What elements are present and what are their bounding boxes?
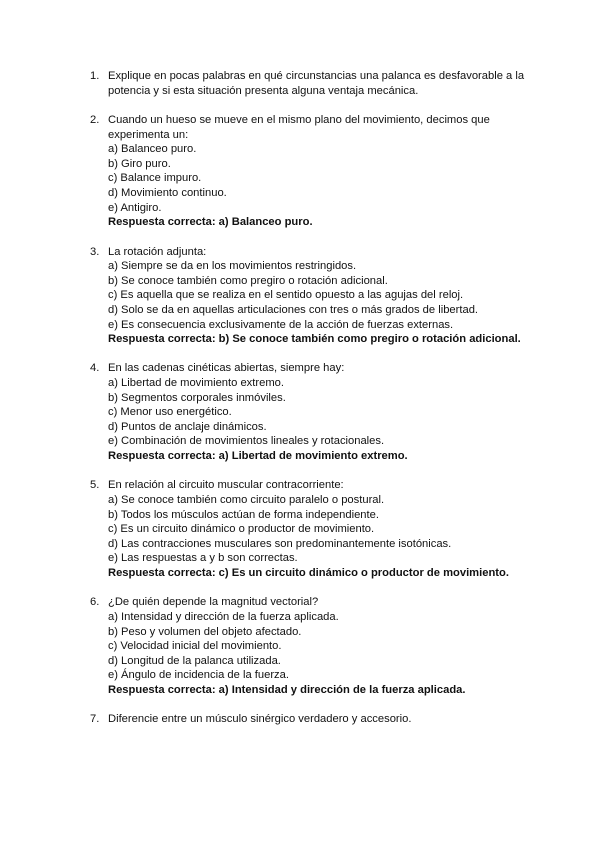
option-item: e) Antigiro. xyxy=(108,201,162,214)
option-item: a) Intensidad y dirección de la fuerza aplicada. xyxy=(108,610,339,623)
correct-answer: Respuesta correcta: c) Es un circuito dinámico o productor de movimiento. xyxy=(108,567,509,579)
option-item: e) Las respuestas a y b son correctas. xyxy=(108,552,298,565)
question-item xyxy=(0,595,600,697)
option-item: d) Puntos de anclaje dinámicos. xyxy=(108,420,267,433)
option-item: c) Es aquella que se realiza en el sentido opuesto a las agujas del reloj. xyxy=(108,289,464,302)
question-text: La rotación adjunta: xyxy=(108,245,207,258)
correct-answer: Respuesta correcta: a) Balanceo puro. xyxy=(108,216,313,229)
option-item: c) Balance impuro. xyxy=(108,172,202,185)
option-list xyxy=(108,376,540,449)
question-number: 4. xyxy=(90,362,100,375)
option-item: c) Es un circuito dinámico o productor de movimiento. xyxy=(108,523,375,536)
correct-answer: Respuesta correcta: a) Intensidad y dirección de la fuerza aplicada. xyxy=(108,683,466,696)
option-item: a) Siempre se da en los movimientos restringidos. xyxy=(108,260,357,273)
question-text: En las cadenas cinéticas abiertas, siempre hay: xyxy=(108,362,345,375)
option-list xyxy=(108,610,540,683)
question-number: 2. xyxy=(90,113,100,126)
question-text: Diferencie entre un músculo sinérgico verdadero y accesorio. xyxy=(108,713,412,726)
question-item xyxy=(0,361,600,463)
option-item: b) Peso y volumen del objeto afectado. xyxy=(108,625,302,638)
option-item: d) Solo se da en aquellas articulaciones con tres o más grados de libertad. xyxy=(108,303,479,316)
question-number: 1. xyxy=(90,70,100,82)
question-text: Cuando un hueso se mueve en el mismo plano del movimiento, decimos que experimenta un: xyxy=(108,113,490,141)
question-item xyxy=(0,113,600,230)
question-text: ¿De quién depende la magnitud vectorial? xyxy=(108,596,319,609)
question-number: 7. xyxy=(90,713,100,726)
option-item: b) Se conoce también como pregiro o rotación adicional. xyxy=(108,274,388,287)
question-item xyxy=(0,712,600,727)
option-list xyxy=(108,259,540,332)
option-item: e) Combinación de movimientos lineales y rotacionales. xyxy=(108,435,385,448)
question-text: En relación al circuito muscular contracorriente: xyxy=(108,479,344,492)
question-item xyxy=(0,69,600,98)
question-text: Explique en pocas palabras en qué circunstancias una palanca es desfavorable a la potencia y si esta situación presenta alguna ventaja mecánica. xyxy=(108,70,525,97)
option-item: d) Longitud de la palanca utilizada. xyxy=(108,654,281,667)
question-item xyxy=(0,245,600,347)
option-item: b) Giro puro. xyxy=(108,157,171,170)
question-number: 6. xyxy=(90,596,100,609)
option-item: e) Es consecuencia exclusivamente de la acción de fuerzas externas. xyxy=(108,318,454,331)
option-item: d) Movimiento continuo. xyxy=(108,186,227,199)
option-item: b) Todos los músculos actúan de forma independiente. xyxy=(108,508,379,521)
question-number: 3. xyxy=(90,245,100,258)
option-item: a) Libertad de movimiento extremo. xyxy=(108,377,284,390)
option-item: a) Balanceo puro. xyxy=(108,143,197,156)
option-item: e) Ángulo de incidencia de la fuerza. xyxy=(108,669,289,682)
option-list xyxy=(108,493,540,566)
option-item: c) Menor uso energético. xyxy=(108,406,232,419)
option-item: a) Se conoce también como circuito paralelo o postural. xyxy=(108,494,385,507)
question-item xyxy=(0,478,600,580)
question-list xyxy=(0,69,600,727)
option-item: c) Velocidad inicial del movimiento. xyxy=(108,640,282,653)
option-item: d) Las contracciones musculares son predominantemente isotónicas. xyxy=(108,537,452,550)
correct-answer: Respuesta correcta: b) Se conoce también como pregiro o rotación adicional. xyxy=(108,333,521,346)
question-number: 5. xyxy=(90,479,100,492)
correct-answer: Respuesta correcta: a) Libertad de movimiento extremo. xyxy=(108,450,408,463)
option-item: b) Segmentos corporales inmóviles. xyxy=(108,391,286,404)
option-list xyxy=(108,142,540,215)
